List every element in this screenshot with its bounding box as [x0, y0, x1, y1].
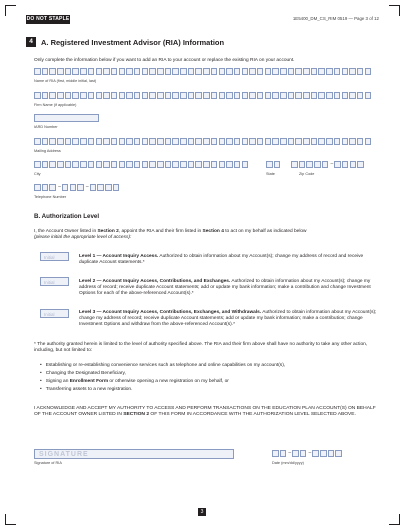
character-box[interactable] — [322, 161, 329, 168]
character-box[interactable] — [334, 92, 341, 99]
character-box[interactable] — [65, 68, 72, 75]
character-box[interactable] — [326, 138, 333, 145]
level-3-description: Level 3 — Account Inquiry Access, Contributions, Exchanges, and Withdrawals. Authorized to obtain information about my Account(s); change my address of record; receive duplicate Account statements; add or update my bank information; make a contribution; change Investment Options and withdraw from the above-referenced Account(s).* — [79, 310, 377, 328]
character-box[interactable] — [57, 161, 64, 168]
character-box[interactable] — [65, 92, 72, 99]
character-box[interactable] — [234, 161, 241, 168]
character-box[interactable] — [57, 92, 64, 99]
character-box[interactable] — [42, 92, 49, 99]
city-label: City — [34, 172, 41, 176]
character-box[interactable] — [72, 68, 79, 75]
character-box[interactable] — [119, 161, 126, 168]
character-box[interactable] — [111, 92, 118, 99]
character-box[interactable] — [288, 138, 295, 145]
level-1-description: Level 1 — Account Inquiry Access. Authorized to obtain information about my Account(s); change my address of record and receive duplicate Account statements.* — [79, 254, 364, 266]
character-box[interactable] — [49, 161, 56, 168]
character-box[interactable] — [311, 92, 318, 99]
character-box[interactable] — [105, 184, 112, 191]
crop-mark-bottom-left — [5, 514, 16, 525]
character-box[interactable] — [292, 450, 299, 457]
character-box[interactable] — [134, 68, 141, 75]
character-box[interactable] — [365, 68, 372, 75]
character-box[interactable] — [80, 138, 87, 145]
character-box[interactable] — [311, 68, 318, 75]
character-box[interactable] — [280, 138, 287, 145]
character-box[interactable] — [288, 92, 295, 99]
character-box[interactable] — [357, 161, 364, 168]
character-box[interactable] — [142, 138, 149, 145]
character-box[interactable] — [242, 138, 249, 145]
character-box[interactable] — [70, 184, 77, 191]
character-box[interactable] — [62, 184, 69, 191]
character-box[interactable] — [65, 161, 72, 168]
character-box[interactable] — [34, 92, 41, 99]
character-box[interactable] — [280, 68, 287, 75]
section-number-badge: 4 — [26, 37, 36, 47]
character-box[interactable] — [80, 68, 87, 75]
authorization-intro: I, the Account Owner listed in Section 2, appoint the RIA and their firm listed in Section 4 to act on my behalf as indicated below (please initial the appropriate level of access): — [34, 229, 307, 241]
character-box[interactable] — [234, 92, 241, 99]
character-box[interactable] — [219, 161, 226, 168]
character-box[interactable] — [226, 138, 233, 145]
character-box[interactable] — [257, 68, 264, 75]
character-box[interactable] — [119, 138, 126, 145]
state-input[interactable] — [266, 161, 281, 168]
character-box[interactable] — [149, 138, 156, 145]
character-box[interactable] — [203, 92, 210, 99]
character-box[interactable] — [188, 92, 195, 99]
character-box[interactable] — [257, 92, 264, 99]
firm-name-input[interactable] — [34, 92, 372, 99]
signature-date-input[interactable]: – – — [272, 450, 343, 457]
character-box[interactable] — [226, 161, 233, 168]
character-box[interactable] — [172, 92, 179, 99]
character-box[interactable] — [288, 68, 295, 75]
character-box[interactable] — [149, 68, 156, 75]
character-box[interactable] — [203, 138, 210, 145]
character-box[interactable] — [65, 138, 72, 145]
character-box[interactable] — [188, 161, 195, 168]
character-box[interactable] — [134, 138, 141, 145]
character-box[interactable] — [80, 161, 87, 168]
character-box[interactable] — [72, 161, 79, 168]
character-box[interactable] — [219, 68, 226, 75]
ria-name-input[interactable] — [34, 68, 372, 75]
character-box[interactable] — [96, 92, 103, 99]
character-box[interactable] — [299, 161, 306, 168]
level-3-initial-input[interactable]: Initial — [40, 309, 69, 318]
character-box[interactable] — [342, 92, 349, 99]
firm-name-label: Firm Name (if applicable) — [34, 103, 77, 107]
character-box[interactable] — [219, 92, 226, 99]
do-not-staple-badge: DO NOT STAPLE — [26, 16, 70, 22]
character-box[interactable] — [295, 68, 302, 75]
character-box[interactable] — [134, 92, 141, 99]
character-box[interactable] — [257, 138, 264, 145]
character-box[interactable] — [203, 68, 210, 75]
character-box[interactable] — [328, 450, 335, 457]
character-box[interactable] — [157, 138, 164, 145]
character-box[interactable] — [326, 92, 333, 99]
character-box[interactable] — [211, 161, 218, 168]
character-box[interactable] — [103, 138, 110, 145]
character-box[interactable] — [274, 161, 281, 168]
character-box[interactable] — [188, 68, 195, 75]
acknowledgement-text: I ACKNOWLEDGE AND ACCEPT MY AUTHORITY TO ACCESS AND PERFORM TRANSACTIONS ON THE EDUCATION PLAN ACCOUNT(S) ON BEHALF OF THE ACCOUNT OWNER LISTED IN SECTION 2 OF THIS FORM IN ACCORDANCE WITH THE AUTHORIZATION LEVEL SELECTED ABOVE. — [34, 406, 376, 418]
authority-footnote: * The authority granted herein is limited to the level of authority specified above. The RIA and their firm above shall have no authority to take any other action, including, but not limited to: — [34, 342, 368, 354]
character-box[interactable] — [303, 138, 310, 145]
character-box[interactable] — [142, 92, 149, 99]
character-box[interactable] — [195, 68, 202, 75]
character-box[interactable] — [96, 161, 103, 168]
character-box[interactable] — [88, 161, 95, 168]
character-box[interactable] — [195, 92, 202, 99]
crop-mark-bottom-right — [389, 514, 400, 525]
ria-name-label: Name of RIA (first, middle initial, last) — [34, 79, 97, 83]
character-box[interactable] — [119, 68, 126, 75]
character-box[interactable] — [172, 68, 179, 75]
character-box[interactable] — [272, 92, 279, 99]
character-box[interactable] — [234, 68, 241, 75]
character-box[interactable] — [111, 138, 118, 145]
character-box[interactable] — [49, 184, 56, 191]
character-box[interactable] — [272, 450, 279, 457]
character-box[interactable] — [49, 92, 56, 99]
character-box[interactable] — [165, 161, 172, 168]
list-item: • Changing the Designated Beneficiary, — [40, 370, 285, 378]
character-box[interactable] — [172, 138, 179, 145]
character-box[interactable] — [42, 161, 49, 168]
character-box[interactable] — [357, 92, 364, 99]
character-box[interactable] — [34, 138, 41, 145]
character-box[interactable] — [134, 161, 141, 168]
character-box[interactable] — [88, 92, 95, 99]
character-box[interactable] — [180, 92, 187, 99]
character-box[interactable] — [266, 161, 273, 168]
character-box[interactable] — [180, 68, 187, 75]
character-box[interactable] — [165, 138, 172, 145]
character-box[interactable] — [280, 92, 287, 99]
character-box[interactable] — [219, 138, 226, 145]
character-box[interactable] — [334, 68, 341, 75]
section-4-title: A. Registered Investment Advisor (RIA) Information — [41, 37, 225, 47]
character-box[interactable] — [211, 138, 218, 145]
character-box[interactable] — [249, 68, 256, 75]
character-box[interactable] — [342, 161, 349, 168]
character-box[interactable] — [34, 68, 41, 75]
character-box[interactable] — [97, 184, 104, 191]
character-box[interactable] — [326, 68, 333, 75]
character-box[interactable] — [334, 161, 341, 168]
character-box[interactable] — [349, 92, 356, 99]
character-box[interactable] — [126, 68, 133, 75]
character-box[interactable] — [349, 68, 356, 75]
character-box[interactable] — [126, 92, 133, 99]
character-box[interactable] — [335, 450, 342, 457]
character-box[interactable] — [77, 184, 84, 191]
character-box[interactable] — [280, 450, 287, 457]
section-4-instruction: Only complete the information below if you want to add an RIA to your account or replace the existing RIA on your account. — [34, 58, 295, 63]
character-box[interactable] — [350, 161, 357, 168]
character-box[interactable] — [49, 138, 56, 145]
crop-mark-top-right — [389, 5, 400, 16]
character-box[interactable] — [272, 138, 279, 145]
character-box[interactable] — [295, 92, 302, 99]
character-box[interactable] — [80, 92, 87, 99]
authorization-level-title: B. Authorization Level — [34, 213, 100, 220]
character-box[interactable] — [42, 138, 49, 145]
character-box[interactable] — [180, 161, 187, 168]
character-box[interactable] — [357, 138, 364, 145]
character-box[interactable] — [188, 138, 195, 145]
character-box[interactable] — [320, 450, 327, 457]
ria-signature-field[interactable]: SIGNATURE — [34, 449, 234, 459]
character-box[interactable] — [195, 138, 202, 145]
date-label: Date (mm/dd/yyyy) — [272, 461, 304, 465]
character-box[interactable] — [126, 161, 133, 168]
character-box[interactable] — [249, 138, 256, 145]
character-box[interactable] — [242, 68, 249, 75]
zip-code-label: Zip Code — [299, 172, 315, 176]
character-box[interactable] — [142, 68, 149, 75]
character-box[interactable] — [203, 161, 210, 168]
restrictions-list — [40, 362, 285, 394]
character-box[interactable] — [172, 161, 179, 168]
character-box[interactable] — [249, 92, 256, 99]
character-box[interactable] — [103, 92, 110, 99]
character-box[interactable] — [357, 68, 364, 75]
character-box[interactable] — [242, 92, 249, 99]
character-box[interactable] — [242, 161, 249, 168]
section-4-heading — [26, 37, 224, 47]
mailing-address-input[interactable] — [34, 138, 372, 145]
list-item: • Establishing or re-establishing convenience services such as telephone and online capabilities on my account(s), — [40, 362, 285, 370]
iard-number-input[interactable] — [34, 114, 99, 122]
character-box[interactable] — [142, 161, 149, 168]
character-box[interactable] — [103, 68, 110, 75]
character-box[interactable] — [295, 138, 302, 145]
character-box[interactable] — [303, 68, 310, 75]
character-box[interactable] — [90, 184, 97, 191]
character-box[interactable] — [234, 138, 241, 145]
level-1-initial-input[interactable]: Initial — [40, 252, 69, 261]
character-box[interactable] — [272, 68, 279, 75]
telephone-input[interactable]: – – — [34, 184, 120, 191]
character-box[interactable] — [303, 92, 310, 99]
character-box[interactable] — [365, 92, 372, 99]
list-item: • Transferring assets to a new registration. — [40, 386, 285, 394]
crop-mark-top-left — [5, 5, 16, 16]
character-box[interactable] — [265, 138, 272, 145]
character-box[interactable] — [57, 68, 64, 75]
character-box[interactable] — [103, 161, 110, 168]
character-box[interactable] — [126, 138, 133, 145]
character-box[interactable] — [149, 161, 156, 168]
character-box[interactable] — [365, 138, 372, 145]
character-box[interactable] — [314, 161, 321, 168]
character-box[interactable] — [111, 68, 118, 75]
character-box[interactable] — [96, 138, 103, 145]
character-box[interactable] — [265, 92, 272, 99]
character-box[interactable] — [306, 161, 313, 168]
character-box[interactable] — [88, 138, 95, 145]
character-box[interactable] — [342, 138, 349, 145]
city-input[interactable] — [34, 161, 249, 168]
character-box[interactable] — [96, 68, 103, 75]
character-box[interactable] — [111, 161, 118, 168]
character-box[interactable] — [311, 138, 318, 145]
character-box[interactable] — [265, 68, 272, 75]
character-box[interactable] — [291, 161, 298, 168]
character-box[interactable] — [318, 92, 325, 99]
character-box[interactable] — [149, 92, 156, 99]
character-box[interactable] — [334, 138, 341, 145]
character-box[interactable] — [318, 138, 325, 145]
character-box[interactable] — [157, 161, 164, 168]
character-box[interactable] — [88, 68, 95, 75]
character-box[interactable] — [211, 68, 218, 75]
character-box[interactable] — [72, 92, 79, 99]
character-box[interactable] — [34, 184, 41, 191]
mailing-address-label: Mailing Address — [34, 149, 61, 153]
character-box[interactable] — [165, 92, 172, 99]
character-box[interactable] — [226, 68, 233, 75]
list-item: • Signing an Enrollment Form or otherwise opening a new registration on my behalf, or — [40, 378, 285, 386]
character-box[interactable] — [318, 68, 325, 75]
character-box[interactable] — [349, 138, 356, 145]
state-label: State — [266, 172, 275, 176]
telephone-label: Telephone Number — [34, 195, 67, 199]
character-box[interactable] — [157, 68, 164, 75]
character-box[interactable] — [42, 68, 49, 75]
character-box[interactable] — [57, 138, 64, 145]
character-box[interactable] — [34, 161, 41, 168]
character-box[interactable] — [300, 450, 307, 457]
character-box[interactable] — [157, 92, 164, 99]
page-number: 3 — [198, 508, 206, 516]
character-box[interactable] — [72, 138, 79, 145]
zip-code-input[interactable]: – — [291, 161, 365, 168]
character-box[interactable] — [165, 68, 172, 75]
character-box[interactable] — [42, 184, 49, 191]
character-box[interactable] — [113, 184, 120, 191]
character-box[interactable] — [312, 450, 319, 457]
character-box[interactable] — [180, 138, 187, 145]
character-box[interactable] — [49, 68, 56, 75]
iard-number-label: IARD Number — [34, 125, 58, 129]
character-box[interactable] — [119, 92, 126, 99]
level-2-initial-input[interactable]: Initial — [40, 277, 69, 286]
character-box[interactable] — [195, 161, 202, 168]
character-box[interactable] — [211, 92, 218, 99]
level-2-description: Level 2 — Account Inquiry Access, Contributions, and Exchanges. Authorized to obtain information about my Account(s); change my address of record; receive duplicate Account statements; add or update my bank information; make a contribution and change Investment Options for each of the above-referenced Account(s).* — [79, 279, 371, 297]
character-box[interactable] — [226, 92, 233, 99]
form-reference: 1E5400_DM_CS_RIM 0519 — Page 3 of 12 — [292, 16, 379, 21]
signature-label: Signature of RIA — [34, 461, 62, 465]
character-box[interactable] — [342, 68, 349, 75]
